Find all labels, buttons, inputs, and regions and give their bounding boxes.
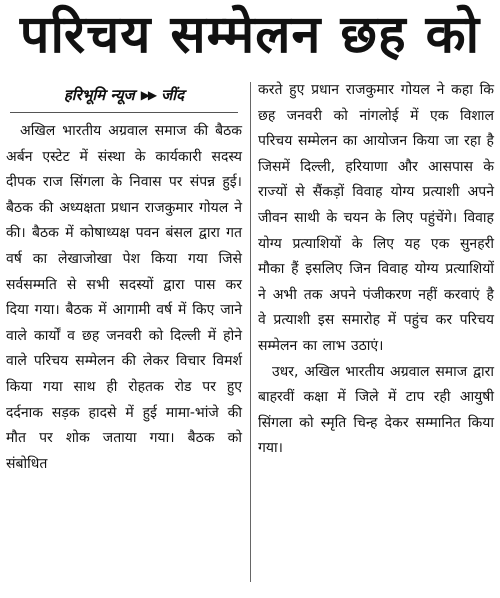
headline: परिचय सम्मेलन छह को (19, 5, 481, 65)
byline-separator-icon: ▶▶ (140, 88, 156, 102)
byline-divider (10, 112, 238, 113)
article-body (6, 78, 494, 594)
byline (6, 78, 242, 112)
paragraph-2: करते हुए प्रधान राजकुमार गोयल ने कहा कि छह जनवरी को नांगलोई में एक विशाल परिचय सम्मेलन का आयोजन किया जा रहा है जिसमें दिल्ली, हरियाणा और आसपास के राज्यों से सैंकड़ों विवाह योग्य प्रत्याशी अपने जीवन साथी के चयन के लिए पहुंचेंगे। विवाह योग्य प्रत्याशियों के लिए यह एक सुनहरी मौका हैं इसलिए जिन विवाह योग्य प्रत्याशियों ने अभी तक अपने पंजीकरण नहीं करवाएं है वे प्रत्याशी इस समारोह में पहुंच कर परिचय सम्मेलन का लाभ उठाएं। (258, 82, 494, 354)
paragraph-1: अखिल भारतीय अग्रवाल समाज की बैठक अर्बन एस्टेट में संस्था के कार्यकारी सदस्य दीपक राज सिंगला के निवास पर संपन्न हुई। बैठक की अध्यक्षता प्रधान राजकुमार गोयल ने की। बैठक में कोषाध्यक्ष पवन बंसल द्वारा गत वर्ष का लेखाजोखा पेश किया गया जिसे सर्वसम्मति से सभी सदस्यों द्वारा पास कर दिया गया। बैठक में आगामी वर्ष में किए जाने वाले कार्यों व छह जनवरी को दिल्ली में होने वाले परिचय सम्मेलन की लेकर विचार विमर्श किया गया साथ ही रोहतक रोड पर हुए दर्दनाक सड़क हादसे में हुई मामा-भांजे की मौत पर शोक जताया गया। बैठक को संबोधित (6, 123, 242, 472)
column-divider (250, 82, 251, 582)
byline-location: जींद (161, 86, 185, 104)
left-column (6, 78, 242, 477)
right-column (258, 78, 494, 462)
paragraph-3: उधर, अखिल भारतीय अग्रवाल समाज द्वारा बाहरवीं कक्षा में जिले में टाप रही आयुषी सिंगला को स्मृति चिन्ह देकर सम्मानित किया गया। (258, 363, 494, 457)
byline-source: हरिभूमि न्यूज (63, 86, 135, 104)
